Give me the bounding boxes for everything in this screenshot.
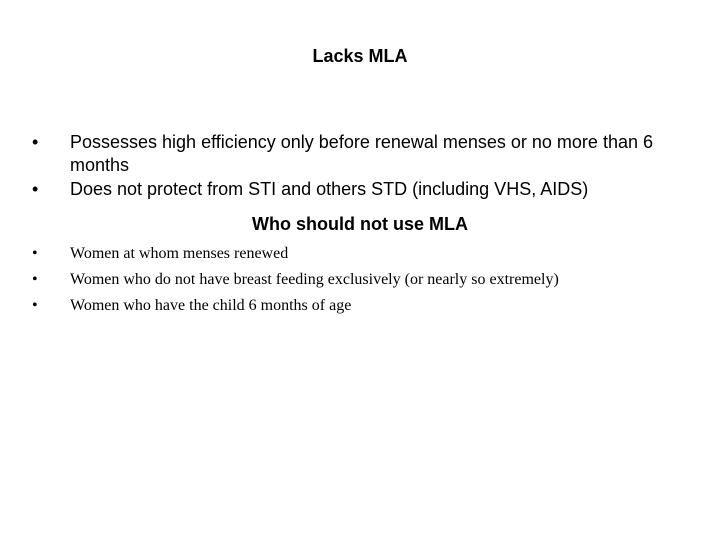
list-item-text: Does not protect from STI and others STD (including VHS, AIDS) — [70, 179, 589, 199]
list-item — [32, 241, 692, 267]
bullet-icon: • — [32, 132, 39, 152]
list-item — [32, 293, 692, 319]
drawbacks-list — [32, 131, 692, 202]
slide-title: Lacks MLA — [312, 46, 408, 66]
list-item — [32, 178, 692, 201]
list-item-text: Possesses high efficiency only before renewal menses or no more than 6 months — [70, 132, 653, 175]
section-subheading: Who should not use MLA — [252, 214, 468, 234]
list-item — [32, 267, 692, 293]
list-item-text: Women who have the child 6 months of age — [70, 297, 352, 314]
contraindications-list — [32, 241, 692, 319]
list-item-text: Women who do not have breast feeding exclusively (or nearly so extremely) — [70, 271, 559, 288]
list-item-text: Women at whom menses renewed — [70, 245, 289, 262]
bullet-icon: • — [32, 271, 38, 288]
list-item — [32, 131, 692, 177]
bullet-icon: • — [32, 297, 38, 314]
bullet-icon: • — [32, 245, 38, 262]
bullet-icon: • — [32, 179, 39, 199]
